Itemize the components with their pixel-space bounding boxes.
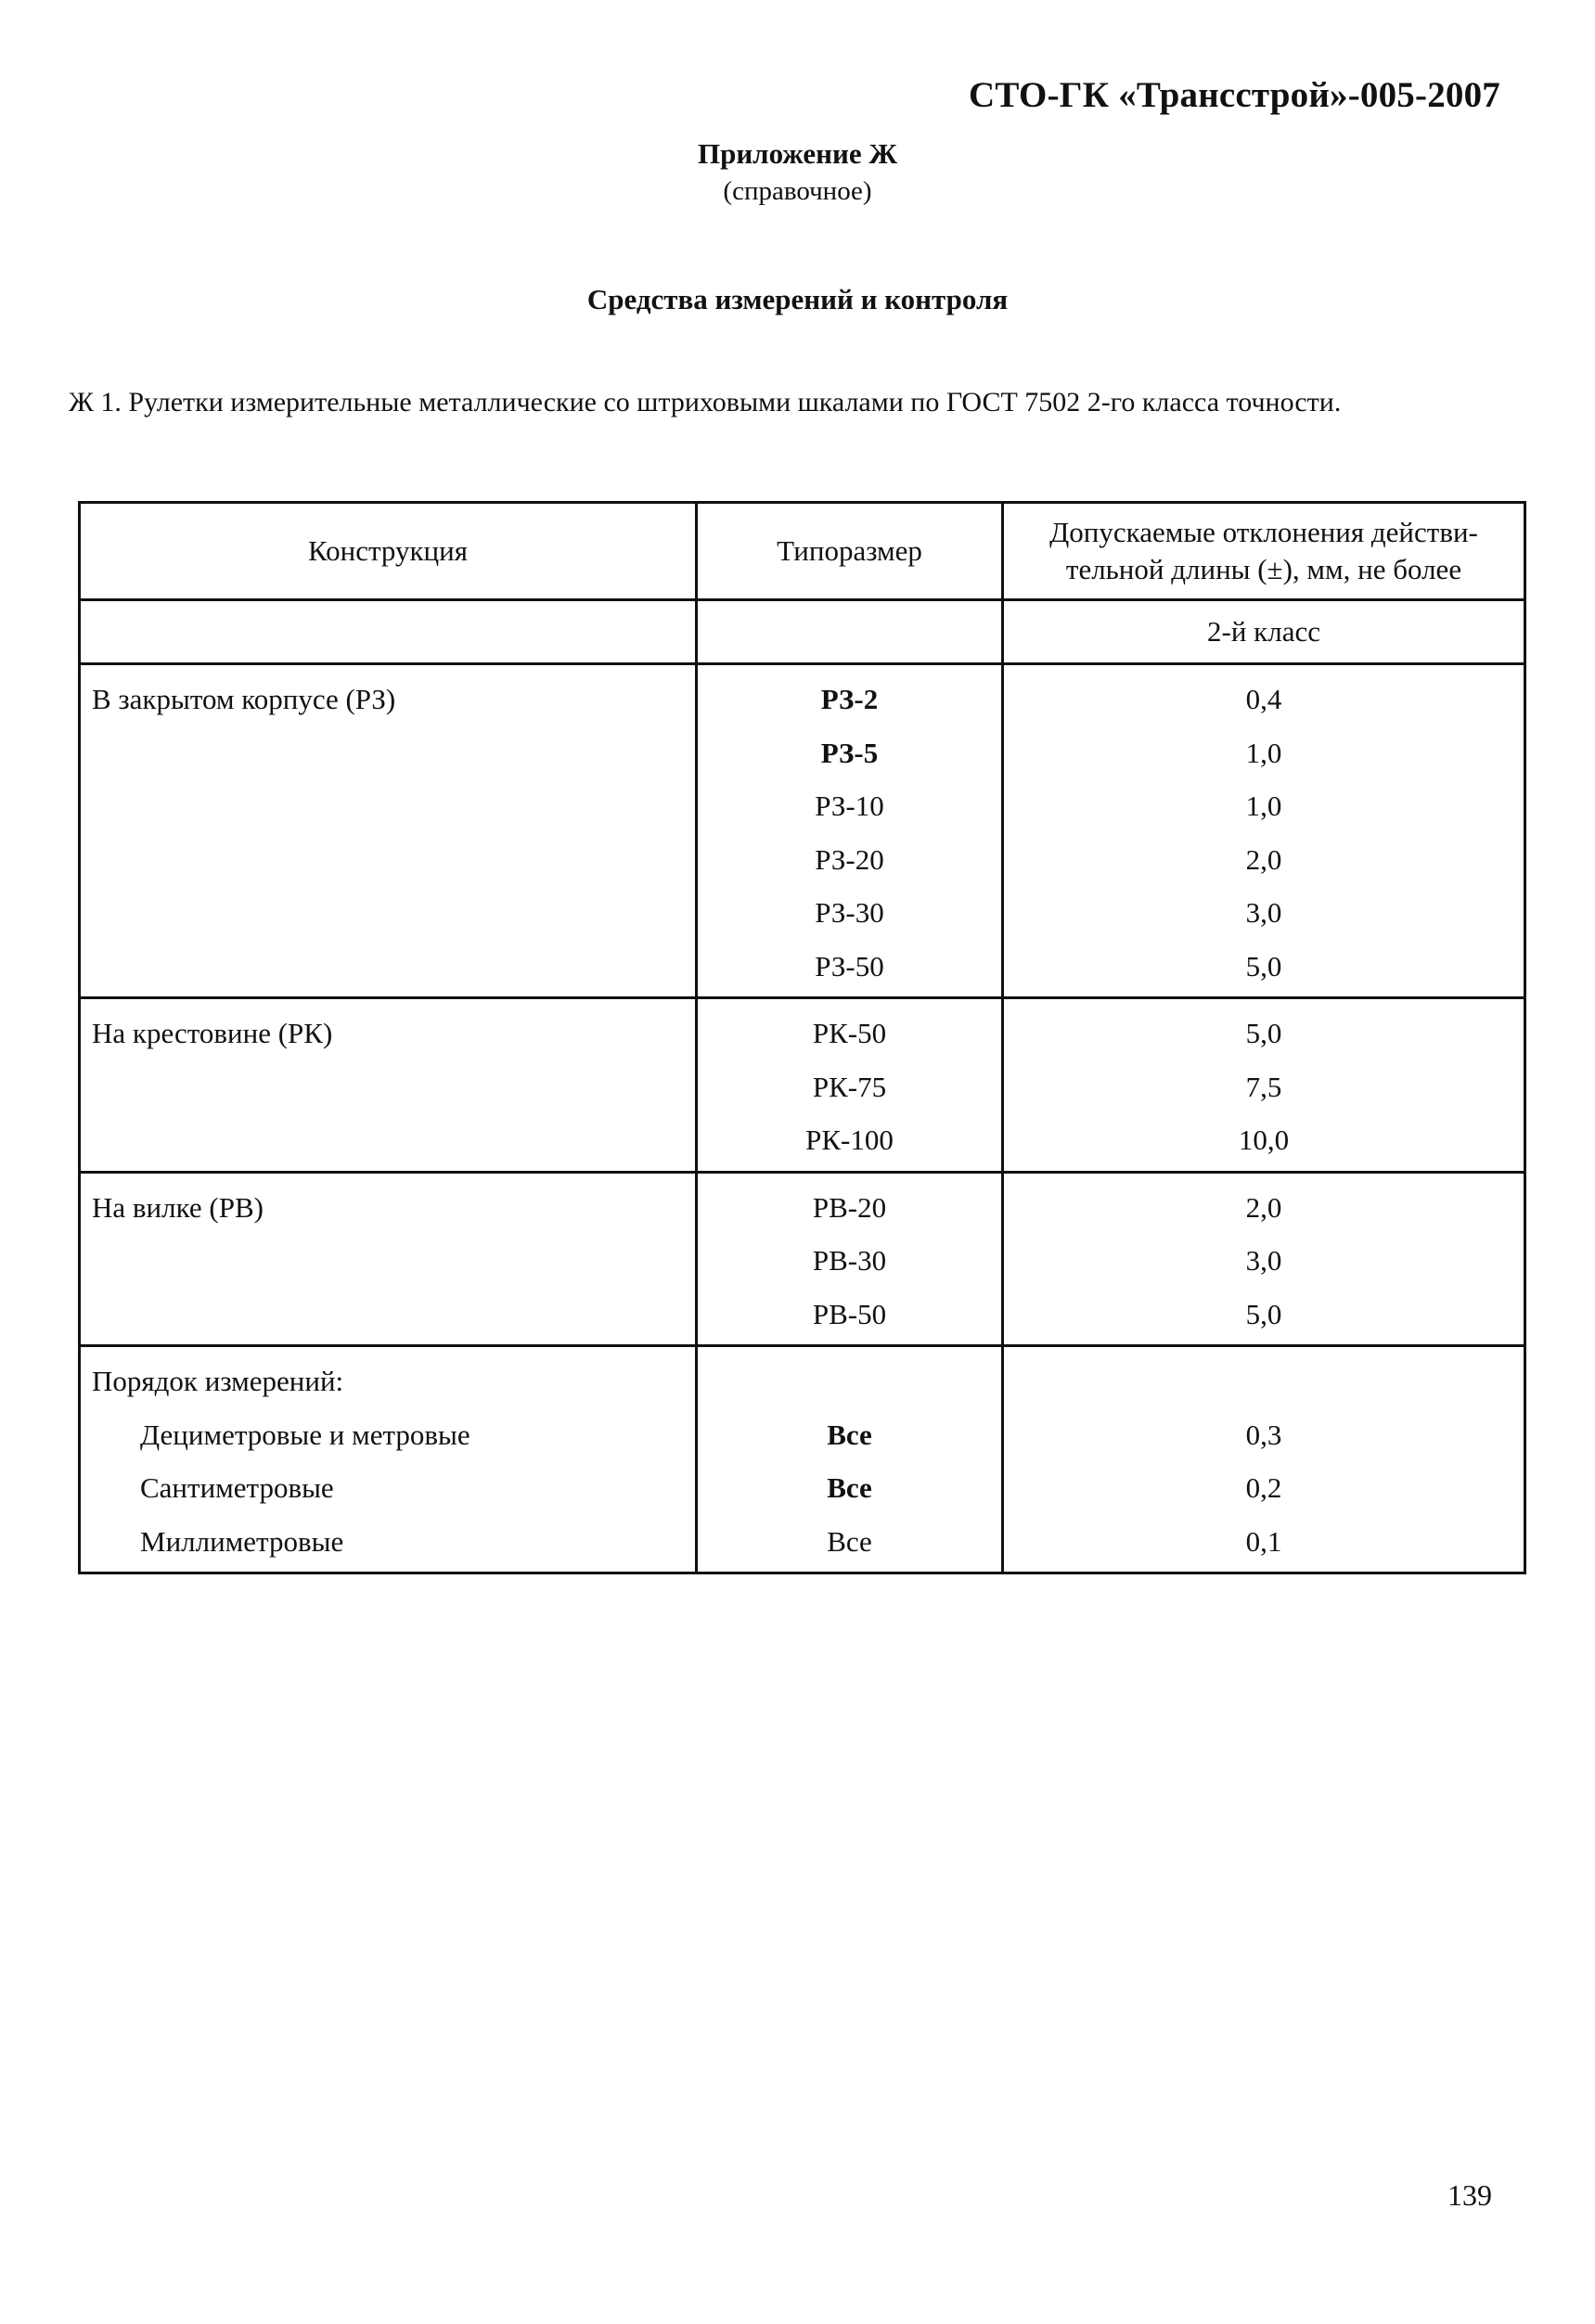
header-construction: Конструкция [80,503,697,600]
construction-cell [80,998,697,1173]
size-value: Все [827,1524,872,1558]
table-row-group-rz [80,664,1525,998]
table-header-row [80,503,1525,600]
subheader-empty-cell [80,600,697,664]
construction-label: На вилке (РВ) [92,1190,264,1224]
tolerance-cell [1003,998,1525,1173]
appendix-title: Приложение Ж [697,137,898,170]
appendix-subtitle: (справочное) [723,176,872,206]
size-value: РЗ-50 [815,949,884,982]
section-title: Средства измерений и контроля [586,283,1009,315]
subheader-class: 2-й класс [1003,600,1525,664]
document-code: СТО-ГК «Трансстрой»-005-2007 [968,75,1500,115]
tolerance-value: 0,3 [1245,1418,1282,1451]
tolerance-value: 3,0 [1245,896,1282,929]
size-value: РК-75 [812,1070,887,1103]
tolerance-value: 5,0 [1245,949,1282,982]
size-value: Все [827,1471,872,1504]
size-value: РЗ-20 [815,842,884,876]
table-row-group-rv [80,1172,1525,1346]
size-cell [697,1346,1003,1573]
scale-label: Дециметровые и метровые [140,1418,470,1451]
measuring-tapes-table [78,501,1526,1574]
tolerance-value: 3,0 [1245,1244,1282,1277]
tolerance-value: 5,0 [1245,1017,1282,1049]
tolerance-value: 0,2 [1245,1471,1282,1504]
construction-label: На крестовине (РК) [92,1017,333,1049]
tolerance-value: 1,0 [1245,790,1282,822]
table-subheader-row [80,600,1525,664]
construction-cell [80,664,697,998]
size-value: РВ-30 [812,1244,887,1277]
size-value: РЗ-30 [815,896,884,929]
tolerance-value: 1,0 [1245,736,1282,769]
paragraph-text: Ж 1. Рулетки измерительные металлические со штриховыми шкалами по ГОСТ 7502 2-го класса точности. [69,387,1342,417]
spacer-line [698,1355,1001,1408]
construction-label: В закрытом корпусе (РЗ) [92,683,396,715]
size-value: РВ-20 [812,1190,887,1224]
tolerance-value: 0,1 [1245,1524,1282,1558]
page-number: 139 [1447,2178,1492,2212]
subheader-empty-cell [697,600,1003,664]
header-size: Типоразмер [697,503,1003,600]
size-value: РК-100 [805,1123,894,1156]
tolerance-value: 7,5 [1245,1070,1282,1103]
size-value: РВ-50 [812,1297,887,1330]
tolerance-value: 2,0 [1245,842,1282,876]
size-cell [697,998,1003,1173]
construction-cell [80,1346,697,1573]
construction-cell [80,1172,697,1346]
size-cell [697,664,1003,998]
size-value: Все [827,1418,872,1451]
tolerance-cell [1003,1346,1525,1573]
size-value: РЗ-5 [820,736,879,769]
tolerance-cell [1003,664,1525,998]
tolerance-cell [1003,1172,1525,1346]
size-cell [697,1172,1003,1346]
table-row-group-rk [80,998,1525,1173]
scale-label: Миллиметровые [140,1524,344,1558]
tolerance-value: 10,0 [1238,1123,1290,1156]
construction-label: Порядок измерений: [92,1365,344,1397]
tolerance-value: 5,0 [1245,1297,1282,1330]
scale-label: Сантиметровые [140,1471,334,1504]
header-tolerance: Допускаемые отклонения действи-тельной длины (±), мм, не более [1003,503,1525,600]
table-row-group-scale-order [80,1346,1525,1573]
size-value: РЗ-2 [820,683,879,715]
size-value: РЗ-10 [815,790,884,822]
tolerance-value: 0,4 [1245,683,1282,715]
size-value: РК-50 [812,1017,887,1049]
tolerance-value: 2,0 [1245,1190,1282,1224]
spacer-line [1004,1355,1524,1408]
